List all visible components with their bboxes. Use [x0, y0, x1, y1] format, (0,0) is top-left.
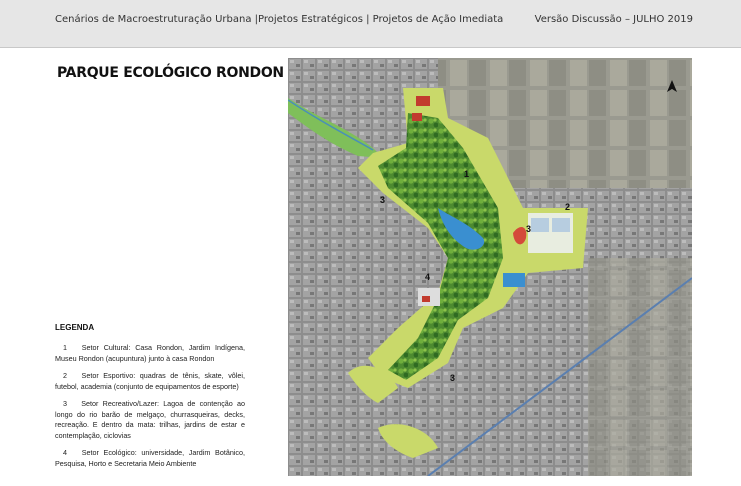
pool: [503, 273, 525, 287]
legend-item: [55, 399, 245, 441]
map-label: 1: [464, 169, 470, 179]
legend-item-text: Setor Ecológico: universidade, Jardim Botânico, Pesquisa, Horto e Secretaria Meio Ambiente: [55, 448, 246, 468]
park-map-svg: [288, 58, 692, 476]
court: [531, 218, 549, 232]
legend-item: [55, 343, 245, 364]
map-label: 2: [565, 202, 571, 212]
legend-item-number: 1: [63, 343, 67, 352]
map-label: 3: [450, 373, 456, 383]
building-roof: [422, 296, 430, 302]
map-label: 4: [425, 272, 431, 282]
legend-item-text: Setor Esportivo: quadras de tênis, skate, vôlei, futebol, academia (conjunto de equipamentos de esporte): [55, 371, 245, 391]
map-label: 3: [526, 224, 532, 234]
legend-item: [55, 448, 245, 469]
legend-item-number: 2: [63, 371, 67, 380]
header-project-text: Cenários de Macroestruturação Urbana |Projetos Estratégicos | Projetos de Ação Imediata: [55, 14, 504, 25]
court: [552, 218, 570, 232]
legend: [55, 343, 245, 476]
legend-item: [55, 371, 245, 392]
page-header: [0, 0, 741, 48]
header-version-text: Versão Discussão – JULHO 2019: [534, 14, 693, 25]
legend-title: LEGENDA: [55, 323, 95, 332]
page-title: PARQUE ECOLÓGICO RONDON: [57, 65, 284, 81]
building-roof: [412, 113, 422, 121]
legend-item-text: Setor Recreativo/Lazer: Lagoa de contenção ao longo do rio barão de melgaço, churrasqueiras, decks, recreação. E dentro da mata: trilhas, jardins de estar e contemplação, ciclovias: [55, 399, 246, 440]
map-label: 3: [380, 195, 386, 205]
park-aerial-map: [288, 58, 692, 476]
legend-item-text: Setor Cultural: Casa Rondon, Jardim Indígena, Museu Rondon (acupuntura) junto à casa Rondon: [55, 343, 246, 363]
legend-item-number: 3: [63, 399, 67, 408]
legend-item-number: 4: [63, 448, 67, 457]
building-roof: [416, 96, 430, 106]
